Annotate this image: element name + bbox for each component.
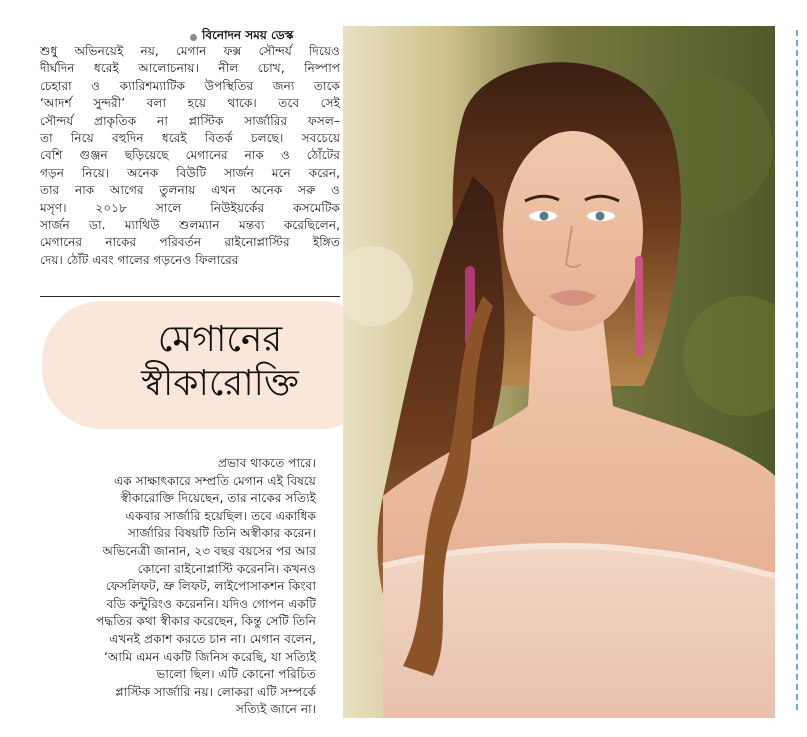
text-line: চেহারা ও ক্যারিশম্যাটিক উপস্থিতির জন্য তাকে — [40, 78, 340, 93]
text-line: বেশি গুঞ্জন ছড়িয়েছে মেগানের নাক ও ঠোঁটের — [40, 148, 340, 163]
text-line: তা নিয়ে বহুদিন ধরেই বিতর্ক চলছে। সবচেয়ে — [40, 131, 340, 146]
text-line: দীর্ঘদিন ধরেই আলোচনায়। নীল চোখ, নিষ্পাপ — [40, 61, 340, 76]
text-line: প্রভাব থাকতে পারে। — [217, 456, 316, 470]
text-line: বডি কন্টুরিংও করেননি। যদিও গোপন একটি — [106, 596, 316, 611]
headline-line: মেগানের — [157, 319, 283, 360]
text-line: তার নাক আগের তুলনায় এখন অনেক সরু ও — [40, 183, 340, 198]
article-top-paragraph — [40, 43, 340, 269]
text-line: ফেসলিফট, ভ্রু লিফট, লাইপোসাকশন কিংবা — [105, 579, 316, 594]
headline — [110, 318, 330, 406]
text-line: ‘আদর্শ সুন্দরী’ বলা হয়ে থাকে। তবে সেই — [40, 96, 340, 111]
portrait-photo — [343, 26, 775, 718]
divider-rule — [40, 296, 340, 297]
text-line: ভালো ছিল। এটি কোনো পরিচিত — [156, 667, 316, 682]
text-line: স্বীকারোক্তি দিয়েছেন, তার নাকের সত্যিই — [120, 491, 316, 506]
text-line: মসৃণ। ২০১৮ সালে নিউইয়র্কের কসমেটিক — [40, 200, 340, 215]
text-line: অভিনেত্রী জানান, ২৩ বছর বয়সের পর আর — [102, 543, 316, 558]
text-line: সৌন্দর্য প্রাকৃতিক না প্লাস্টিক সার্জারির ফসল– — [40, 113, 340, 128]
text-line: ‘আমি এমন একটি জিনিস করেছি, যা সত্যিই — [103, 649, 316, 664]
article-bottom-paragraph — [48, 455, 316, 719]
text-line: এক সাক্ষাৎকারে সম্প্রতি মেগান এই বিষয়ে — [113, 473, 316, 488]
text-line: শুধু অভিনয়েই নয়, মেগান ফক্স সৌন্দর্য দিয়েও — [40, 44, 340, 58]
margin-dashes — [796, 30, 802, 710]
text-line: সার্জারির বিষয়টি তিনি অস্বীকার করেন। — [127, 526, 316, 541]
headline-line: স্বীকারোক্তি — [141, 363, 299, 404]
text-line: দেয়। ঠোঁট এবং গালের গড়নেও ফিলারের — [40, 252, 239, 267]
text-line: পদ্ধতির কথা স্বীকার করেছেন, কিন্তু সেটি তিনি — [96, 614, 316, 629]
text-line: প্লাস্টিক সার্জারি নয়। লোকরা এটি সম্পর্কে — [115, 684, 316, 699]
text-line: মেগানের নাকের পরিবর্তন রাইনোপ্লাস্টির ইঙ্গিত — [40, 235, 340, 250]
text-line: কোনো রাইনোপ্লাস্টি করেননি। কখনও — [137, 561, 316, 576]
text-line: এখনই প্রকাশ করতে চান না। মেগান বলেন, — [109, 631, 316, 646]
byline-text: বিনোদন সময় ডেস্ক — [202, 28, 294, 42]
portrait-illustration — [343, 26, 775, 718]
text-line: সার্জন ডা. ম্যাথিউ শুলম্যান মন্তব্য করেছিলেন, — [40, 218, 340, 233]
text-line: সত্যিই জানে না। — [235, 702, 316, 717]
bullet-icon — [190, 34, 197, 41]
text-line: গড়ন নিয়ে। অনেক বিউটি সার্জন মনে করেন, — [40, 165, 340, 180]
text-line: একবার সার্জারি হয়েছিল। তবে একাধিক — [125, 508, 316, 523]
